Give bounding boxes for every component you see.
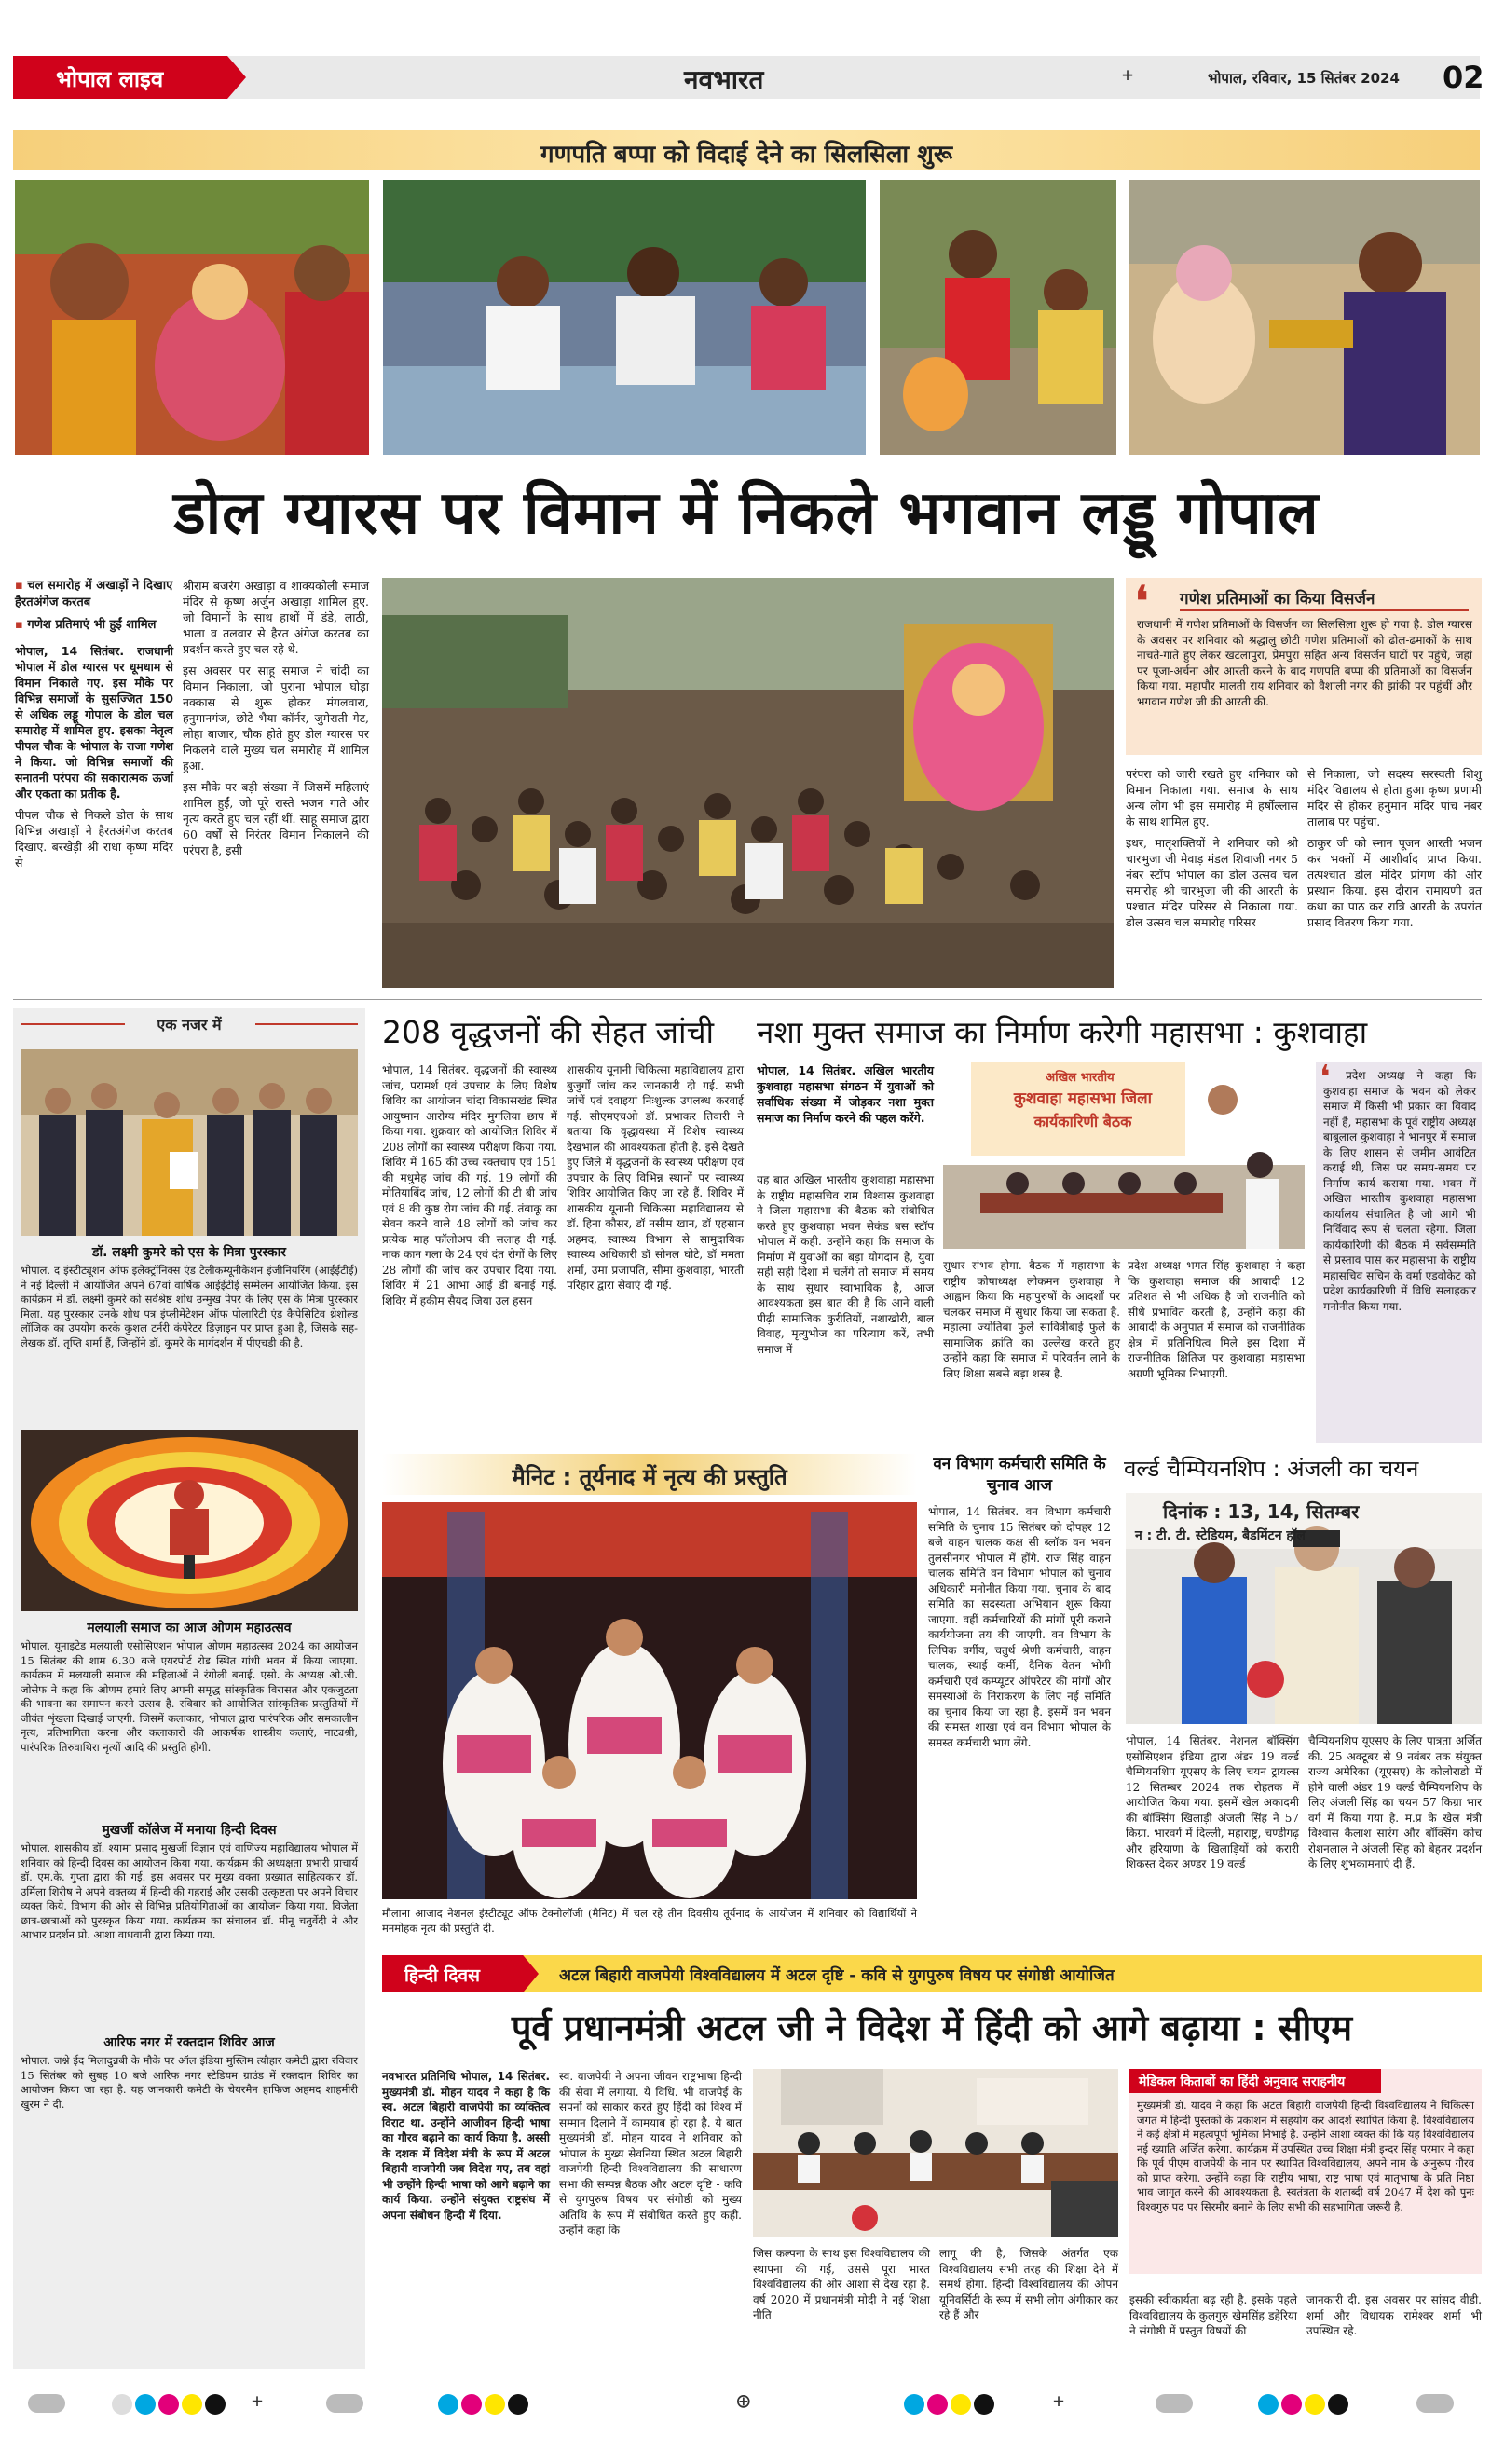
main-story-col4 — [1126, 766, 1298, 930]
ganpati-photo-4 — [1129, 180, 1480, 455]
ganpati-photo-1 — [15, 180, 369, 455]
hindi-day-bottom-b: जानकारी दी. इस अवसर पर सांसद वीडी. शर्मा और विधायक रामेश्वर शर्मा भी उपस्थित रहे. — [1306, 2293, 1482, 2337]
mahasabha-lead: भोपाल, 14 सितंबर. अखिल भारतीय कुशवाहा महासभा संगठन में युवाओं को सर्वाधिक संख्या में जोड़कर नशा मुक्त समाज का निर्माण करने की पहल करेंगे. — [757, 1063, 934, 1125]
champion-photo-banner-2: न : टी. टी. स्टेडियम, बैडमिंटन हॉल — [1135, 1528, 1306, 1543]
registration-dot-icon — [1281, 2394, 1302, 2415]
registration-dot-icon — [135, 2394, 156, 2415]
story4-text: भोपाल. जश्ने ईद मिलादुन्नबी के मौके पर ऑल इंडिया मुस्लिम त्यौहार कमेटी द्वारा रविवार 15 सितंबर को सुबह 10 बजे आरिफ नगर स्टेडियम ग्राउंड में रक्तदान शिविर का आयोजन किया जा रहा है. यह जानकारी कमेटी के चेयरमैन हाफिज अहमद शाहमीरी खुरम ने दी. — [21, 2054, 358, 2111]
registration-crosshair-icon: + — [1122, 63, 1134, 86]
registration-dot-icon — [461, 2394, 482, 2415]
page-number: 02 — [1443, 60, 1484, 95]
story2-text: भोपाल. यूनाइटेड मलयाली एसोसिएशन भोपाल ओणम महाउत्सव 2024 का आयोजन 15 सितंबर की शाम 6.30 बजे एयरपोर्ट रोड स्थित गांधी भवन में किया जाएगा. कार्यक्रम में मलयाली समाज की महिलाओं ने रंगोली बनाई. एसो. के अध्यक्ष ओ.जी. जोसेफ ने कहा कि ओणम हमारे लिए अपनी समृद्ध सांस्कृतिक विरासत और एकजुटता की भावना का समापन करने उत्सव है. रविवार को आयोजित सांस्कृतिक प्रस्तुतियों में जीवंत शृंखला दिखाई जाएगी. जिसमें कलाकार, भोपाल द्वारा पारंपरिक और समकालीन नृत्य, प्रतिभागिता करना और कलाकारों की आकर्षक शास्त्रीय कलाएं, नाट्यश्री, पारंपरिक तिरुवाथिरा नृत्यों आदि की प्रस्तुति होगी. — [21, 1639, 358, 1754]
mahasabha-banner-line2: कुशवाहा महासभा जिला — [1013, 1089, 1153, 1108]
registration-dot-icon — [904, 2394, 924, 2415]
registration-dot-icon — [1305, 2394, 1325, 2415]
rangoli-photo — [21, 1430, 358, 1611]
section-divider — [13, 999, 1482, 1000]
hindi-day-col1: नवभारत प्रतिनिधि भोपाल, 14 सितंबर. मुख्यमंत्री डॉ. मोहन यादव ने कहा है कि स्व. अटल बिहारी वाजपेयी का व्यक्तित्व विराट था. उन्होंने आजीवन हिन्दी भाषा का गौरव बढ़ाने का कार्य किया है. अस्सी के दशक में विदेश मंत्री के रूप में अटल बिहारी वाजपेयी जब विदेश गए, तब वहां भी उन्होंने हिन्दी भाषा को आगे बढ़ाने का कार्य किया. उन्होंने संयुक्त राष्ट्रसंघ में अपना संबोधन हिन्दी में दिया. — [382, 2070, 550, 2222]
main-story-col5-text-b: ठाकुर जी को स्नान पूजन आरती भजन कर भक्तों में आशीर्वाद प्राप्त किया. तत्पश्चात डोल मंदिर प्रांगण की ओर प्रस्थान किया. इस दौरान रामायणी व्रत कथा का पाठ कर रात्रि आरती के उपरांत प्रसाद वितरण किया गया. — [1307, 836, 1482, 929]
mahasabha-headline: नशा मुक्त समाज का निर्माण करेगी महासभा : कुशवाहा — [757, 1014, 1368, 1050]
mahasabha-col1: यह बात अखिल भारतीय कुशवाहा महासभा के राष्ट्रीय महासचिव राम विश्वास कुशवाहा ने जिला महासभा की बैठक को संबोधित करते हुए कुशवाहा भवन सेकंड बस स्टॉप भोपाल में कही. उन्होंने कहा कि समाज के निर्माण में युवाओं का बड़ा योगदान है, युवा सही सही दिशा में चलेंगे तो समाज में समय के साथ सुधार स्वाभाविक है, आज आवश्यकता इस बात की है कि आने वाली पीढ़ी सामाजिक कुरीतियों, नशाखोरी, बाल विवाह, मृत्युभोज का परित्याग करें, तभी समाज में — [757, 1173, 934, 1356]
ganesh-sidebar — [1126, 578, 1482, 755]
main-story-lead: भोपाल, 14 सितंबर. राजधानी भोपाल में डोल ग्यारस पर धूमधाम से विमान निकाले गए. इस मौके पर विभिन्न समाजों के सुसज्जित 150 से अधिक लड्डू गोपाल के डोल चल समारोह में शामिल हुए. इसका नेतृत्व पीपल चौक के भोपाल के राजा गणेश ने किया. जो विभिन्न समाजों की सनातनी परंपरा की सकारात्मक ऊर्जा और एकता का प्रतीक है. — [15, 644, 173, 801]
story1-text: भोपाल. द इंस्टीट्यूशन ऑफ इलेक्ट्रॉनिक्स एंड टेलीकम्यूनीकेशन इंजीनियरिंग (आईईटीई) ने नई दिल्ली में आयोजित अपने 67वां वार्षिक आईईटीई सम्मेलन आयोजित किया. इस कार्यक्रम में डॉ. लक्ष्मी कुमरे को सर्वश्रेष्ठ शोध उन्मुख पेपर के लिए एस के मित्रा पुरस्कार मिला. यह पुरस्कार उनके शोध पत्र इंप्लीमेंटेशन ऑफ पोलारिटी एंड कैपेसिटिव थ्रेशोल्ड लॉजिक का उपयोग करके कुशल टर्नरी कंपेरेटर डिज़ाइन पर प्राप्त हुआ है, जिसके सह-लेखक डॉ. तृप्ति शर्मा हैं, जिन्होंने डॉ. कुमरे के मार्गदर्शन में पीएचडी की है. — [21, 1264, 358, 1349]
mahasabha-col2: सुधार संभव होगा. बैठक में महासभा के राष्ट्रीय कोषाध्यक्ष लोकमन कुशवाहा ने आह्वान किया कि महापुरुषों के आदर्शों पर चलकर समाज में सुधार किया जा सकता है. महात्मा ज्योतिबा फुले सावित्रीबाई फुले के सामाजिक क्रांति का उल्लेख करते हुए उन्होंने कहा कि समाज में परिवर्तन लाने के लिए शिक्षा सबसे बड़ा शस्त्र है. — [943, 1259, 1120, 1380]
main-story-col4-text: परंपरा को जारी रखते हुए शनिवार को विमान निकाला गया. समाज के साथ अन्य लोग भी इस समारोह में हर्षोल्लास के साथ शामिल हुए. — [1126, 767, 1298, 828]
registration-dot-icon — [182, 2394, 202, 2415]
hindi-day-tag: हिन्दी दिवस — [404, 1965, 480, 1986]
dateline: भोपाल, रविवार, 15 सितंबर 2024 — [1208, 70, 1400, 87]
registration-dot-icon — [205, 2394, 226, 2415]
registration-dot-icon — [1258, 2394, 1279, 2415]
registration-target-icon: ⊕ — [736, 2388, 751, 2416]
bullet-item: ▪ गणेश प्रतिमाएं भी हुईं शामिल — [15, 617, 173, 634]
registration-dot-icon — [1416, 2394, 1454, 2413]
main-story-col5-text: से निकाला, जो सदस्य सरस्वती शिशु मंदिर विद्यालय से होता हुआ कृष्ण प्रणामी मंदिर से होकर हनुमान मंदिर पांच नंबर तालाब पर पहुंचा. — [1307, 767, 1482, 828]
hindi-day-col4: लागू की है, जिसके अंतर्गत एक विश्वविद्यालय सभी तरह की शिक्षा देने में समर्थ होगा. हिन्दी विश्वविद्यालय की ओपन यूनिवर्सिटी के रूप में सभी लोग अंगीकार कर रहे हैं और — [939, 2247, 1118, 2321]
story3-headline: मुखर्जी कॉलेज में मनाया हिन्दी दिवस — [102, 1823, 277, 1838]
masthead — [13, 56, 1484, 99]
hindi-day-bar — [382, 1955, 1482, 1992]
story4-headline: आरिफ नगर में रक्तदान शिविर आज — [103, 2035, 275, 2050]
paper-name: नवभारत — [684, 64, 764, 95]
main-story-col5 — [1307, 766, 1482, 930]
hindi-day-col3: जिस कल्पना के साथ इस विश्वविद्यालय की स्थापना की गई, उससे पूरा भारत विश्वविद्यालय की ओर आशा से देख रहा है. वर्ष 2020 में प्रधानमंत्री मोदी ने नई शिक्षा नीति — [753, 2247, 930, 2321]
registration-dot-icon — [28, 2394, 65, 2413]
ganpati-photo-2 — [383, 180, 866, 455]
registration-crosshair-icon: + — [252, 2389, 264, 2412]
registration-dot-icon — [1156, 2394, 1193, 2413]
hindi-day-headline: पूर्व प्रधानमंत्री अटल जी ने विदेश में हिंदी को आगे बढ़ाया : सीएम — [511, 2007, 1353, 2048]
registration-dot-icon — [508, 2394, 528, 2415]
mahasabha-banner-line3: कार्यकारिणी बैठक — [1033, 1113, 1132, 1130]
registration-dot-icon — [438, 2394, 458, 2415]
manit-headline: मैनिट : तूर्यनाद में नृत्य की प्रस्तुति — [512, 1464, 787, 1490]
story3-text: भोपाल. शासकीय डॉ. श्यामा प्रसाद मुखर्जी विज्ञान एवं वाणिज्य महाविद्यालय भोपाल में शनिवार को हिन्दी दिवस का आयोजन किया गया. कार्यक्रम की अध्यक्षता प्रभारी प्राचार्य डॉ. एम.के. गुप्ता द्वारा की गई. इस अवसर पर मुख्य वक्ता प्रख्यात साहित्यकार डॉ. उर्मिला शिरीष ने अपने वक्तव्य में हिन्दी की गहराई और उसकी उत्कृष्टता पर अपने विचार व्यक्त किये. विभाग की ओर से विभिन्न प्रतियोगिताओं का आयोजन किया गया. विजेता छात्र-छात्राओं को पुरस्कृत किया गया. कार्यक्रम का संचालन डॉ. मीनू चतुर्वेदी ने और आभार प्रदर्शन प्रो. आशा वाधवानी द्वारा किया गया. — [21, 1841, 358, 1941]
champion-photo-banner: दिनांक : 13, 14, सितम्बर — [1163, 1500, 1360, 1523]
hindi-day-col2: स्व. वाजपेयी ने अपना जीवन राष्ट्रभाषा हिन्दी की सेवा में लगाया. ये विधि. भी वाजपेई के सपनों को साकार करते हुए हिंदी को विश्व में सम्मान दिलाने में कामयाब हो रहा है. ये बात मुख्यमंत्री डॉ. मोहन यादव ने शनिवार को भोपाल के मुख्य सेवनिया स्थित अटल बिहारी वाजपेयी हिन्दी विश्वविद्यालय की साधारण सभा की सम्पन्न बैठक और अटल दृष्टि - कवि से युगपुरुष विषय पर संगोष्ठी को मुख्य अतिथि के रूप में संबोधित करते हुए कही. उन्होंने कहा कि — [559, 2070, 742, 2237]
main-story-col1 — [15, 578, 173, 870]
main-headline: डोल ग्यारस पर विमान में निकले भगवान लड्डू गोपाल — [173, 479, 1320, 548]
hindi-day-bottom-a: इसकी स्वीकार्यता बढ़ रही है. इसके पहले विश्वविद्यालय के कुलगुरु खेमसिंह डहेरिया ने संगोष्ठी में प्रस्तुत विषयों की — [1129, 2293, 1297, 2337]
ganpati-photo-3 — [880, 180, 1116, 455]
story1-headline: डॉ. लक्ष्मी कुमरे को एस के मित्रा पुरस्कार — [91, 1245, 287, 1260]
ganpati-banner — [13, 130, 1480, 170]
ganesh-sidebar-title: गणेश प्रतिमाओं का किया विसर्जन — [1180, 590, 1375, 609]
health-headline: 208 वृद्धजनों की सेहत जांची — [382, 1014, 715, 1050]
health-col1: भोपाल, 14 सितंबर. वृद्धजनों की स्वास्थ्य जांच, परामर्श एवं उपचार के लिए विशेष शिविर का आयोजन चांदा विकासखंड स्थित आयुष्मान आरोग्य मंदिर मुगलिया छाप में किया गया. शुक्रवार को आयोजित शिविर में 208 लोगों का स्वास्थ्य परीक्षण किया गया. शिविर में 165 की उच्च रक्तचाप एवं 151 की मधुमेह जांच की गई. 19 लोगों की मोतियाबिंद जांच, 12 लोगों की टी बी जांच एवं 8 की कुष्ठ रोग जांच की गई. तंबाकू का सेवन करने वाले 48 लोगों को जांच कर प्रत्येक माह फॉलोअप की सलाह दी गई. नाक कान गला के 24 एवं दंत रोगों के लिए 28 लोगों की जांच कर उपचार दिया गया. शिविर में 21 आभा आई डी बनाई गई. शिविर में हकीम सैयद जिया उल हसन — [382, 1063, 557, 1307]
mahasabha-quote-icon: ❛ — [1320, 1059, 1331, 1097]
hindi-sidebar-title: मेडिकल किताबों का हिंदी अनुवाद सराहनीय — [1139, 2074, 1346, 2089]
forest-text: भोपाल, 14 सितंबर. वन विभाग कर्मचारी समिति के चुनाव 15 सितंबर को दोपहर 12 बजे वाहन चालक कक्ष सी ब्लॉक वन भवन तुलसीनगर भोपाल में होंगे. राज सिंह वाहन चालक समिति वन विभाग भोपाल को चुनाव अधिकारी मनोनीत किया गया. चुनाव के बाद समिति का सदस्यता अभियान शुरू किया जाएगा. वहीं कर्मचारियों की मांगों पूरी कराने कार्ययोजना तय की जाएगी. वन विभाग के लिपिक वर्गीय, चतुर्थ श्रेणी कर्मचारी, वाहन चालक, स्थाई कर्मी, दैनिक वेतन भोगी कर्मचारी एवं कम्प्यूटर ऑपरेटर की मांगों और समस्याओं के निराकरण के लिए नई समिति का चुनाव किया जा रहा है. इसमें वन भवन की समस्त शाखा एवं वन विभाग भोपाल के समस्त कर्मचारी भाग लेंगे. — [928, 1505, 1111, 1749]
hindi-day-kicker: अटल बिहारी वाजपेयी विश्वविद्यालय में अटल दृष्टि - कवि से युगपुरुष विषय पर संगोष्ठी आयोजित — [559, 1966, 1115, 1985]
registration-dot-icon — [112, 2394, 132, 2415]
main-story-col2-text-b: इस अवसर पर साहू समाज ने चांदी का विमान निकाला, जो पुराना भोपाल घोड़ा नक्कास से शुरू होकर मंगलवारा, हनुमानगंज, छोटे भैया कॉर्नर, जुमेराती गेट, लोहा बाजार, चौक होते हुए डोल ग्यारस पर निकलने वाले मुख्य चल समारोह में शामिल हुआ. — [183, 664, 369, 773]
print-registration-strip — [0, 2386, 1491, 2423]
registration-dot-icon — [326, 2394, 363, 2413]
champion-col2: चैम्पियनशिप यूएसए के लिए पात्रता अर्जित की. 25 अक्टूबर से 9 नवंबर तक संयुक्त राज्य अमेरिका (यूएसए) के कोलोराडो में होने वाली अंडर 19 वर्ल्ड चैम्पियनशिप के लिए अंजली सिंह का चयन 57 किग्रा भार वर्ग में किया गया है. म.प्र के खेल मंत्री विश्वास कैलाश सारंग और बॉक्सिंग कोच रोशनलाल ने अंजली सिंह को बेहतर प्रदर्शन के लिए शुभकामनाएं दी हैं. — [1308, 1734, 1482, 1870]
bullet-item: ▪ चल समारोह में अखाड़ों ने दिखाए हैरतअंगेज करतब — [15, 578, 173, 611]
procession-photo — [382, 578, 1114, 988]
champion-col1: भोपाल, 14 सितंबर. नेशनल बॉक्सिंग एसोसिएशन इंडिया द्वारा अंडर 19 वर्ल्ड चैम्पियनशिप यूएसए के लिए चयन ट्रायल्स 12 सितम्बर 2024 तक रोहतक में आयोजित किया गया. इसमें खेल अकादमी की बॉक्सिंग खिलाड़ी अंजली सिंह ने 57 किग्रा. भारवर्ग में दिल्ली, महाराष्ट्र, चण्डीगढ़ और हरियाणा के खिलाड़ियों को करारी शिकस्त देकर अण्डर 19 वर्ल्ड — [1126, 1734, 1299, 1870]
main-story-col4-text-b: इधर, मातृशक्तियों ने शनिवार को श्री चारभुजा जी मेवाड़ मंडल शिवाजी नगर 5 नंबर स्टॉप भोपाल का डोल उत्सव चल समारोह श्री चारभुजा जी की आरती के पश्चात मंदिर परिसर से निकाला गया. डोल उत्सव चल समारोह परिसर — [1126, 836, 1298, 929]
registration-dot-icon — [951, 2394, 971, 2415]
champion-photo — [1126, 1493, 1482, 1724]
section-label: भोपाल लाइव — [56, 66, 164, 92]
champion-headline: वर्ल्ड चैम्पियनशिप : अंजली का चयन — [1124, 1456, 1419, 1482]
main-story-col2 — [183, 578, 369, 858]
mahasabha-col4: प्रदेश अध्यक्ष ने कहा कि कुशवाहा समाज के भवन को लेकर समाज में किसी भी प्रकार का विवाद नहीं है, महासभा के पूर्व राष्ट्रीय अध्यक्ष बाबूलाल कुशवाहा ने भानपुर में समाज के लिए शासन से जमीन आवंटित कराई थी, जिस पर समय-समय पर निर्माण कार्य कराया गया. भवन में अखिल भारतीय कुशवाहा महासभा कार्यालय संचालित है जो आगे भी निर्विवाद रूप से चलता रहेगा. जिला कार्यकारिणी की बैठक में सर्वसम्मति से प्रस्ताव पास कर महासभा के राष्ट्रीय महासचिव सचिन के वर्मा एडवोकेट को प्रदेश कार्यकारिणी में विधि सलाहकार मनोनीत किया गया. — [1323, 1069, 1476, 1313]
hindi-day-meeting-photo — [753, 2069, 1118, 2237]
manit-caption: मौलाना आजाद नेशनल इंस्टीट्यूट ऑफ टेक्नोलॉजी (मैनिट) में चल रहे तीन दिवसीय तूर्यनाद के आयोजन में शनिवार को विद्यार्थियों ने मनमोहक नृत्य की प्रस्तुति दी. — [382, 1907, 917, 1935]
registration-dot-icon — [974, 2394, 994, 2415]
registration-dot-icon — [158, 2394, 179, 2415]
mahasabha-sidebar — [1316, 1059, 1482, 1443]
quote-mark-icon: ❛ — [1135, 578, 1149, 625]
hindi-day-sidebar — [1129, 2069, 1482, 2274]
hindi-sidebar-text: मुख्यमंत्री डॉ. यादव ने कहा कि अटल बिहारी वाजपेयी हिन्दी विश्वविद्यालय ने चिकित्सा जगत में हिन्दी पुस्तकों के प्रकाशन में सहयोग कर आदर्श स्थापित किया है. विश्वविद्यालय ने कई क्षेत्रों में महत्वपूर्ण भूमिका निभाई है. उन्होंने आशा व्यक्त की कि यह विश्वविद्यालय नई ख्याति अर्जित करेगा. कार्यक्रम में उपस्थित उच्च शिक्षा मंत्री इन्दर सिंह परमार ने कहा कि पूर्व पीएम वाजपेयी के नाम पर स्थापित विश्वविद्यालय, अपने नाम के अनुरूप गौरव को प्राप्त करेगा. उन्होंने कहा कि राष्ट्रीय भाषा, राष्ट्र भाषा एवं मातृभाषा के प्रति निष्ठा भाव जागृत करने की आवश्यकता है. स्वतंत्रता के शताब्दी वर्ष 2047 में देश को पुनः विश्वगुरु पद पर सिरमौर बनाने के लिए सभी की सहभागिता जरूरी है. — [1137, 2099, 1474, 2213]
manit-headline-bar — [382, 1454, 917, 1495]
forest-headline: वन विभाग कर्मचारी समिति के चुनाव आज — [933, 1455, 1106, 1495]
bullet-list — [15, 578, 173, 634]
registration-dot-icon — [927, 2394, 948, 2415]
ek-nazar-column — [13, 1008, 365, 2369]
health-col2: शासकीय यूनानी चिकित्सा महाविद्यालय द्वारा बुजुर्गों जांच कर जानकारी दी गई. सभी जांचें एवं दवाइयां निःशुल्क उपलब्ध करवाई गई. सीएमएचओ डॉ. प्रभाकर तिवारी ने बताया कि वृद्धावस्था में विशेष स्वास्थ्य देखभाल की आवश्यकता होती है. इसे देखते हुए जिले में वृद्धजनों के स्वास्थ्य परीक्षण एवं उपचार के लिए विभिन्न स्थानों पर स्वास्थ्य शिविर आयोजित किए जा रहे हैं. शिविर में शासकीय यूनानी चिकित्सा महाविद्यालय से डॉ. हिना कौसर, डॉ नसीम खान, डॉ एहसान अहमद, स्वास्थ्य विभाग से सामुदायिक स्वास्थ्य अधिकारी डॉ सोनल घोटे, डॉ ममता शर्मा, उमा प्रजापति, सीमा कुशवाहा, भारती परिहार द्वारा सेवाएं दी गई. — [567, 1063, 744, 1292]
mahasabha-banner-line1: अखिल भारतीय — [1046, 1071, 1115, 1085]
ganesh-sidebar-text: राजधानी में गणेश प्रतिमाओं के विसर्जन का सिलसिला शुरू हो गया है. डोल ग्यारस के अवसर पर शनिवार को श्रद्धालु छोटी गणेश प्रतिमाओं को ढोल-ढमाकों के साथ नाचते-गाते हुए लेकर खटलापुरा, प्रेमपुरा सहित अन्य विसर्जन घाटों पर पहुंचे, जहां पर पूजा-अर्चना और आरती करने के बाद गणपति बप्पा की प्रतिमाओं का विसर्जन किया गया. महापौर मालती राय शनिवार को वैशाली नगर की झांकी पर पहुंचीं और भगवान गणेश जी की आरती की. — [1137, 618, 1472, 708]
main-story-col2-text: श्रीराम बजरंग अखाड़ा व शाक्यकोली समाज मंदिर से कृष्ण अर्जुन अखाड़ा शामिल हुए. जो विमानों के साथ हाथों में डंडे, लाठी, भाला व तलवार से हैरत अंगेज करतब का प्रदर्शन करते हुए चल रहे थे. — [183, 579, 369, 656]
registration-dot-icon — [1328, 2394, 1348, 2415]
award-photo — [21, 1049, 358, 1236]
mahasabha-col3: प्रदेश अध्यक्ष भगत सिंह कुशवाहा ने कहा कि कुशवाहा समाज की आबादी 12 प्रतिशत से भी अधिक है जो राजनीति को सीधे प्रभावित करती है, उन्होंने कहा की आबादी के अनुपात में समाज को राजनीतिक क्षेत्र में प्रतिनिधित्व मिले इस दिशा में राजनीतिक क्षितिज पर कुशवाहा महासभा अग्रणी भूमिका निभाएगी. — [1128, 1259, 1305, 1380]
manit-dance-photo — [382, 1502, 917, 1899]
story2-headline: मलयाली समाज का आज ओणम महाउत्सव — [87, 1621, 292, 1636]
ek-nazar-title: एक नजर में — [157, 1016, 222, 1034]
sidebar-title-underline — [1180, 609, 1469, 611]
registration-crosshair-icon: + — [1053, 2389, 1065, 2412]
main-story-col2-text-c: इस मौके पर बड़ी संख्या में जिसमें महिलाएं शामिल हुईं, जो पूरे रास्ते भजन गाते और नृत्य करते हुए चल रहीं थीं. साहू समाज द्वारा 60 वर्षों से निरंतर विमान निकालने की परंपरा है, इसी — [183, 780, 369, 857]
main-story-col1-text: पीपल चौक से निकले डोल के साथ विभिन्न अखाड़ों ने हैरतअंगेज करतब दिखाए. बरखेड़ी श्री राधा कृष्ण मंदिर से — [15, 808, 173, 869]
registration-dot-icon — [485, 2394, 505, 2415]
mahasabha-photo — [943, 1062, 1305, 1249]
ganpati-banner-title: गणपति बप्पा को विदाई देने का सिलसिला शुरू — [540, 141, 953, 169]
